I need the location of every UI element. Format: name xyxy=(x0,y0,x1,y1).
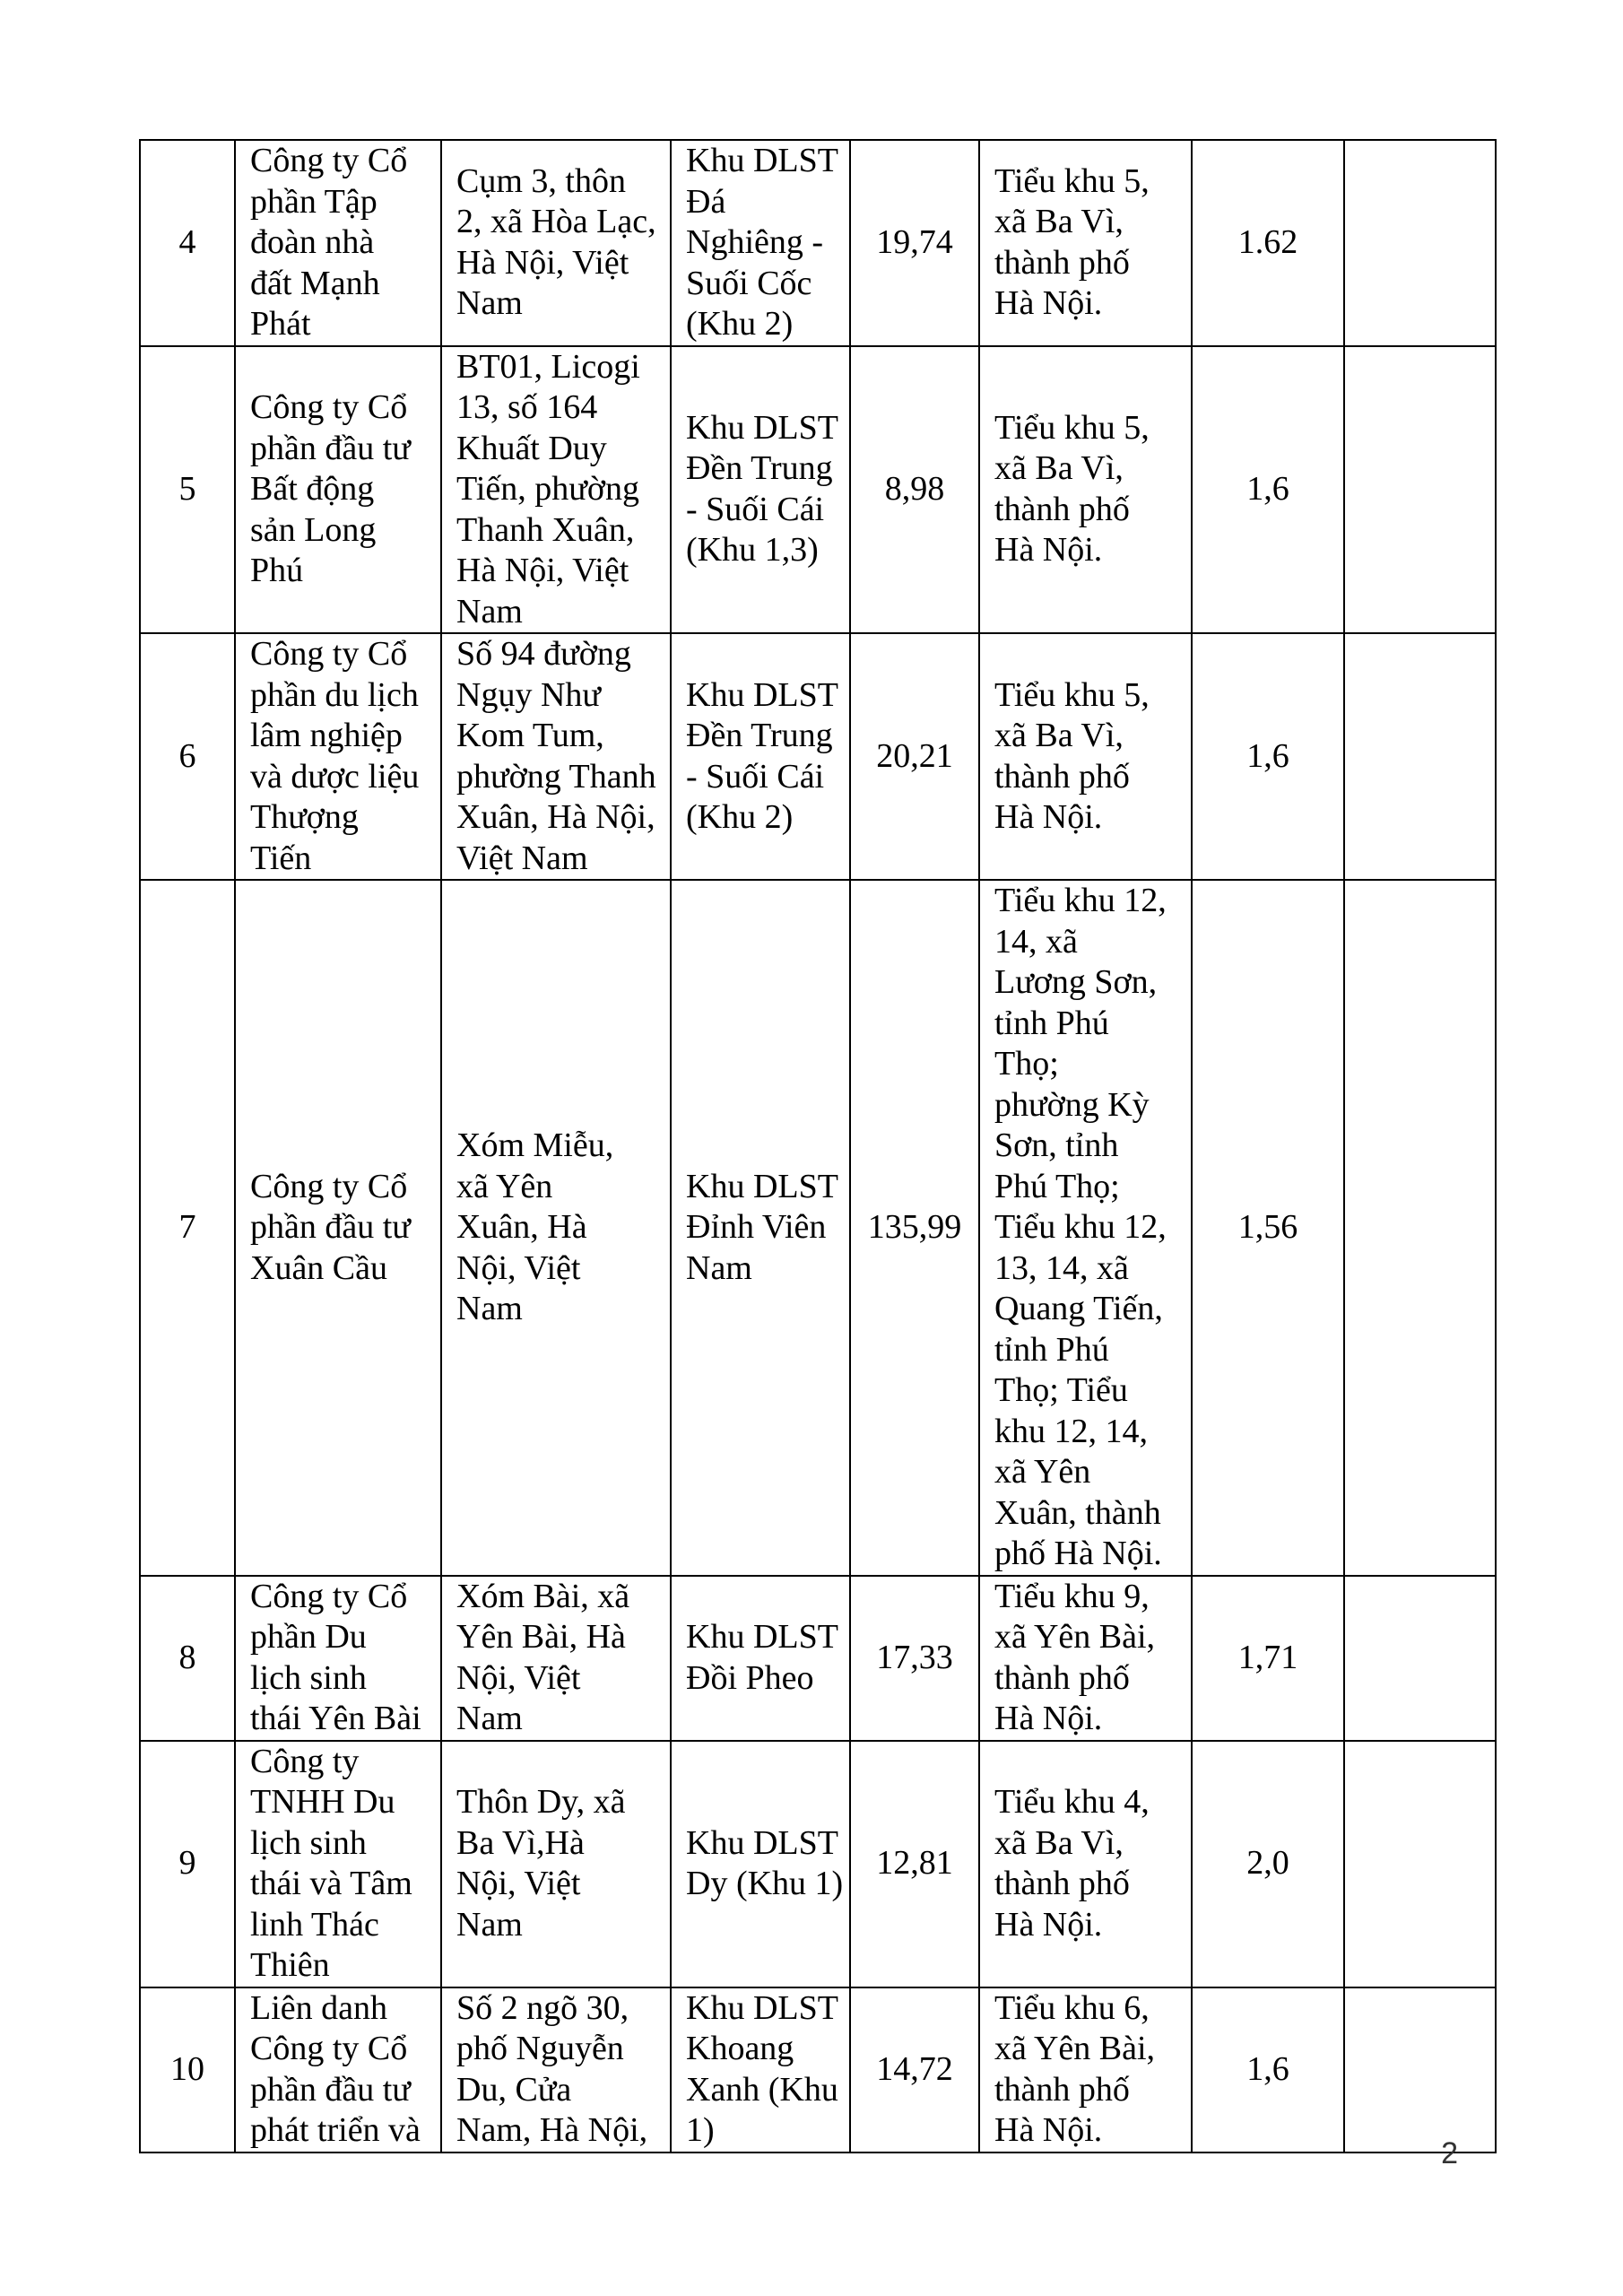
company-address: BT01, Licogi 13, số 164 Khuất Duy Tiến, phường Thanh Xuân, Hà Nội, Việt Nam xyxy=(441,346,671,634)
ratio-value: 1,56 xyxy=(1192,880,1344,1576)
ratio-value: 1,71 xyxy=(1192,1576,1344,1741)
company-address: Xóm Miễu, xã Yên Xuân, Hà Nội, Việt Nam xyxy=(441,880,671,1576)
note-cell xyxy=(1344,346,1496,634)
note-cell xyxy=(1344,633,1496,880)
tourism-site: Khu DLST Dy (Khu 1) xyxy=(671,1741,850,1987)
table-row xyxy=(140,1987,1496,2152)
ratio-value: 1,6 xyxy=(1192,633,1344,880)
table-row xyxy=(140,633,1496,880)
site-location: Tiểu khu 12, 14, xã Lương Sơn, tỉnh Phú Thọ; phường Kỳ Sơn, tỉnh Phú Thọ; Tiểu khu 12, 13, 14, xã Quang Tiến, tỉnh Phú Thọ; Tiểu khu 12, 14, xã Yên Xuân, thành phố Hà Nội. xyxy=(979,880,1192,1576)
company-address: Số 94 đường Ngụy Như Kom Tum, phường Thanh Xuân, Hà Nội, Việt Nam xyxy=(441,633,671,880)
area-value: 135,99 xyxy=(850,880,979,1576)
area-value: 17,33 xyxy=(850,1576,979,1741)
note-cell xyxy=(1344,1987,1496,2152)
site-location: Tiểu khu 5, xã Ba Vì, thành phố Hà Nội. xyxy=(979,140,1192,346)
area-value: 19,74 xyxy=(850,140,979,346)
row-number: 5 xyxy=(140,346,235,634)
company-address: Xóm Bài, xã Yên Bài, Hà Nội, Việt Nam xyxy=(441,1576,671,1741)
row-number: 9 xyxy=(140,1741,235,1987)
ratio-value: 1,6 xyxy=(1192,346,1344,634)
company-address: Số 2 ngõ 30, phố Nguyễn Du, Cửa Nam, Hà Nội, xyxy=(441,1987,671,2152)
site-location: Tiểu khu 5, xã Ba Vì, thành phố Hà Nội. xyxy=(979,633,1192,880)
company-address: Cụm 3, thôn 2, xã Hòa Lạc, Hà Nội, Việt Nam xyxy=(441,140,671,346)
row-number: 8 xyxy=(140,1576,235,1741)
area-value: 14,72 xyxy=(850,1987,979,2152)
area-value: 8,98 xyxy=(850,346,979,634)
site-location: Tiểu khu 4, xã Ba Vì, thành phố Hà Nội. xyxy=(979,1741,1192,1987)
tourism-site: Khu DLST Đỉnh Viên Nam xyxy=(671,880,850,1576)
note-cell xyxy=(1344,140,1496,346)
data-table xyxy=(139,139,1497,2153)
site-location: Tiểu khu 6, xã Yên Bài, thành phố Hà Nội. xyxy=(979,1987,1192,2152)
row-number: 7 xyxy=(140,880,235,1576)
company-name: Công ty Cổ phần Du lịch sinh thái Yên Bài xyxy=(235,1576,441,1741)
area-value: 12,81 xyxy=(850,1741,979,1987)
tourism-site: Khu DLST Đền Trung - Suối Cái (Khu 1,3) xyxy=(671,346,850,634)
table-row xyxy=(140,140,1496,346)
tourism-site: Khu DLST Đá Nghiêng - Suối Cốc (Khu 2) xyxy=(671,140,850,346)
company-name: Liên danh Công ty Cổ phần đầu tư phát triển và xyxy=(235,1987,441,2152)
note-cell xyxy=(1344,1741,1496,1987)
tourism-site: Khu DLST Đồi Pheo xyxy=(671,1576,850,1741)
site-location: Tiểu khu 5, xã Ba Vì, thành phố Hà Nội. xyxy=(979,346,1192,634)
company-name: Công ty TNHH Du lịch sinh thái và Tâm linh Thác Thiên xyxy=(235,1741,441,1987)
site-location: Tiểu khu 9, xã Yên Bài, thành phố Hà Nội. xyxy=(979,1576,1192,1741)
ratio-value: 1.62 xyxy=(1192,140,1344,346)
table-row xyxy=(140,1576,1496,1741)
table-row xyxy=(140,346,1496,634)
table-row xyxy=(140,1741,1496,1987)
ratio-value: 2,0 xyxy=(1192,1741,1344,1987)
row-number: 4 xyxy=(140,140,235,346)
company-name: Công ty Cổ phần đầu tư Xuân Cầu xyxy=(235,880,441,1576)
note-cell xyxy=(1344,880,1496,1576)
company-name: Công ty Cổ phần Tập đoàn nhà đất Mạnh Phát xyxy=(235,140,441,346)
table-row xyxy=(140,880,1496,1576)
company-address: Thôn Dy, xã Ba Vì,Hà Nội, Việt Nam xyxy=(441,1741,671,1987)
company-name: Công ty Cổ phần du lịch lâm nghiệp và dược liệu Thượng Tiến xyxy=(235,633,441,880)
company-name: Công ty Cổ phần đầu tư Bất động sản Long Phú xyxy=(235,346,441,634)
tourism-site: Khu DLST Đền Trung - Suối Cái (Khu 2) xyxy=(671,633,850,880)
tourism-site: Khu DLST Khoang Xanh (Khu 1) xyxy=(671,1987,850,2152)
row-number: 6 xyxy=(140,633,235,880)
note-cell xyxy=(1344,1576,1496,1741)
page-number: 2 xyxy=(1441,2136,1458,2170)
row-number: 10 xyxy=(140,1987,235,2152)
ratio-value: 1,6 xyxy=(1192,1987,1344,2152)
area-value: 20,21 xyxy=(850,633,979,880)
